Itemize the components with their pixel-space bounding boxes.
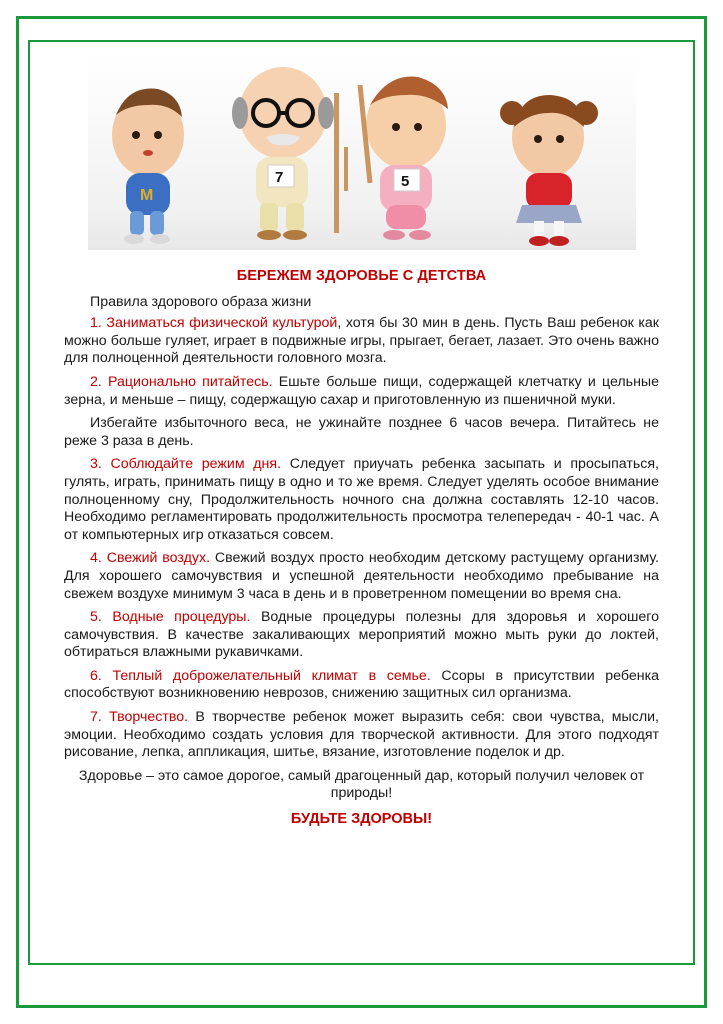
rule-heading: 7. Творчество. [90, 709, 189, 726]
rule-heading: 3. Соблюдайте режим дня. [90, 456, 282, 473]
rule-3 [64, 456, 659, 544]
rule-heading: 6. Теплый доброжелательный климат в семье. [90, 667, 431, 684]
rule-5 [64, 609, 659, 662]
grandpa-number: 7 [275, 169, 284, 186]
boy-figurine [112, 89, 184, 244]
rule-4 [64, 550, 659, 603]
rule-text: Следует приучать ребенка засыпать и просыпаться, гулять, играть, принимать пищу в одно и то же время. Следует уделять особое внимание полноценному сну, Продолжительность ночного сна должна составлять 12-10 часов. Необходимо регламентировать продолжительность просмотра телепередач - 40-1 час. А от компьютерных игр отказаться совсем. [64, 456, 659, 543]
rule-heading: 5. Водные процедуры. [90, 609, 251, 626]
rule-text: Ешьте больше пищи, содержащей клетчатку и цельные зерна, и меньше – пищу, содержащую сахар и приготовленную из пшеничной муки. [64, 373, 659, 408]
rule-heading: 1. Заниматься физической культурой [90, 315, 338, 332]
grandma-number: 5 [401, 173, 410, 190]
intro-line: Правила здорового образа жизни [90, 293, 312, 310]
rule-2 [64, 374, 659, 409]
article-title: БЕРЕЖЕМ ЗДОРОВЬЕ С ДЕТСТВА [236, 268, 487, 284]
rule-6 [64, 668, 659, 703]
rule-1 [64, 315, 659, 368]
family-figurines-illustration [88, 55, 636, 250]
rule-text: Водные процедуры полезны для здоровья и хорошего самочувствия. В качестве закаливающих мероприятий можно мыть руки до локтей, обтираться влажными рукавичками. [64, 609, 659, 661]
rule-text: Избегайте избыточного веса, не ужинайте позднее 6 часов вечера. Питайтесь не реже 3 раза в день. [64, 415, 659, 449]
girl-figurine [500, 95, 598, 246]
shirt-letter: М [140, 187, 154, 204]
rule-text: , хотя бы 30 мин в день. Пусть Ваш ребенок как можно больше гуляет, играет в подвижные игры, прыгает, бегает, лазает. Это очень важно для полноценной деятельности головного мозга. [64, 315, 659, 367]
farewell-heading: БУДЬТЕ ЗДОРОВЫ! [290, 811, 433, 828]
grandpa-figurine [232, 67, 348, 240]
rule-text: В творчестве ребенок может выразить себя: свои чувства, мысли, эмоции. Необходимо создать условия для творческой активности. Для этого подходят рисование, лепка, аппликация, шитье, вязание, изготовление поделок и др. [64, 709, 659, 761]
rule-heading: 2. Рационально питайтесь. [90, 373, 273, 390]
rule-7 [64, 709, 659, 762]
rule-2-extra [64, 415, 659, 450]
rule-text: Ссоры в присутствии ребенка способствуют возникновению неврозов, снижению защитных сил организма. [64, 667, 659, 702]
grandma-figurine [360, 77, 448, 240]
rule-text: Свежий воздух просто необходим детскому растущему организму. Для хорошего самочувствия и успешной деятельности необходимо пребывание на свежем воздухе минимум 3 часа в день и в проветренном помещении во время сна. [64, 550, 659, 602]
article [64, 268, 659, 829]
closing-statement: Здоровье – это самое дорогое, самый драгоценный дар, который получил человек от природы! [78, 767, 645, 802]
rule-heading: 4. Свежий воздух. [90, 550, 211, 567]
